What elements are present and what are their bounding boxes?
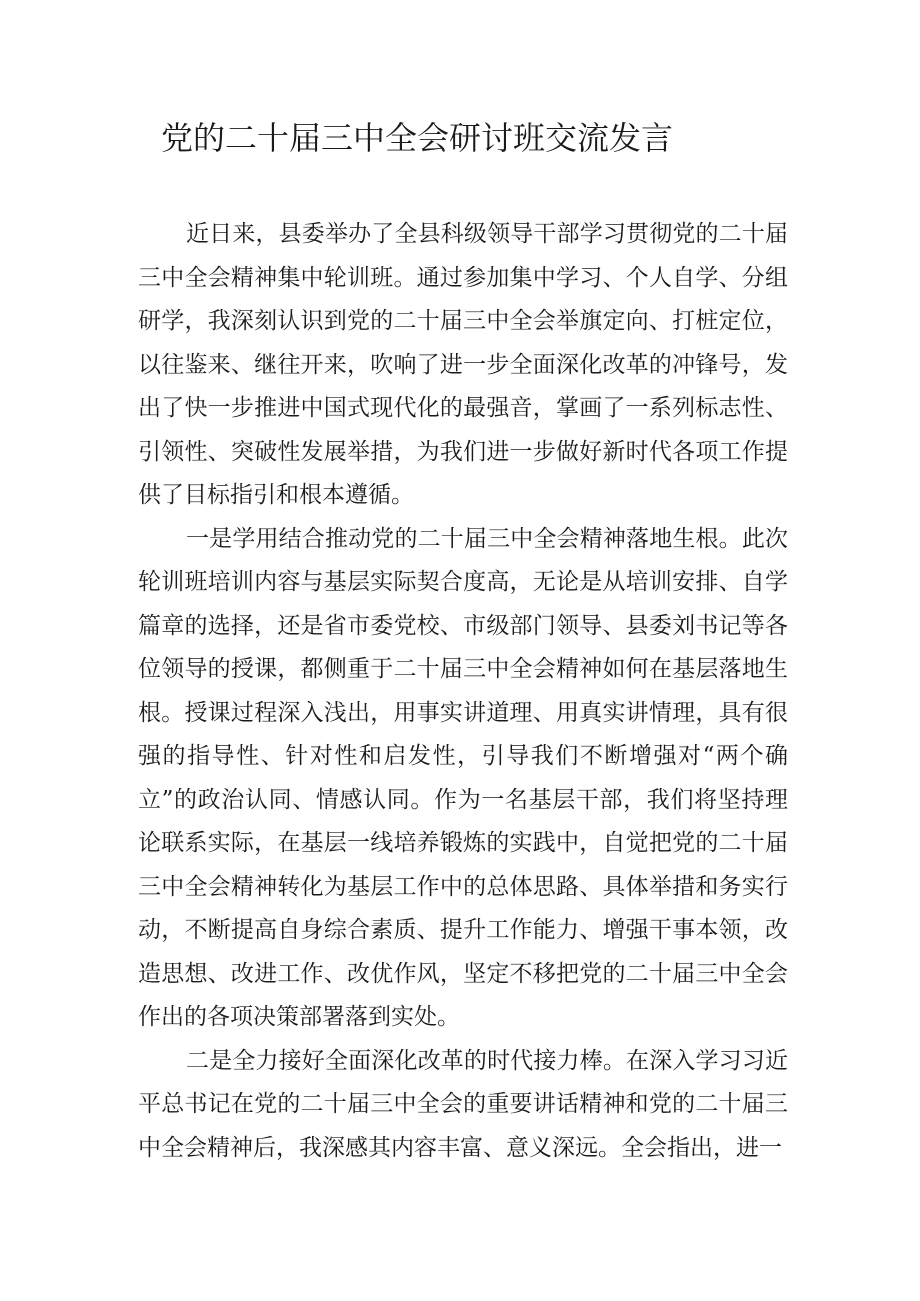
paragraph-point-one: 一是学用结合推动党的二十届三中全会精神落地生根。此次轮训班培训内容与基层实际契合度高，无论是从培训安排、自学篇章的选择，还是省市委党校、市级部门领导、县委刘书记等各位领导的授课，都侧重于二十届三中全会精神如何在基层落地生根。授课过程深入浅出，用事实讲道理、用真实讲情理，具有很强的指导性、针对性和启发性，引导我们不断增强对“两个确立”的政治认同、情感认同。作为一名基层干部，我们将坚持理论联系实际，在基层一线培养锻炼的实践中，自觉把党的二十届三中全会精神转化为基层工作中的总体思路、具体举措和务实行动，不断提高自身综合素质、提升工作能力、增强干事本领，改造思想、改进工作、改优作风，坚定不移把党的二十届三中全会作出的各项决策部署落到实处。 — [138, 525, 788, 1030]
document-title: 党的二十届三中全会研讨班交流发言 — [160, 119, 673, 157]
paragraph-point-two: 二是全力接好全面深化改革的时代接力棒。在深入学习习近平总书记在党的二十届三中全会的重要讲话精神和党的二十届三中全会精神后，我深感其内容丰富、意义深远。全会指出，进一 — [138, 1047, 788, 1161]
paragraph-intro: 近日来，县委举办了全县科级领导干部学习贯彻党的二十届三中全会精神集中轮训班。通过参加集中学习、个人自学、分组研学，我深刻认识到党的二十届三中全会举旗定向、打桩定位，以往鉴来、继往开来，吹响了进一步全面深化改革的冲锋号，发出了快一步推进中国式现代化的最强音，掌画了一系列标志性、引领性、突破性发展举措，为我们进一步做好新时代各项工作提供了目标指引和根本遵循。 — [138, 221, 788, 508]
document-body — [138, 213, 788, 1170]
